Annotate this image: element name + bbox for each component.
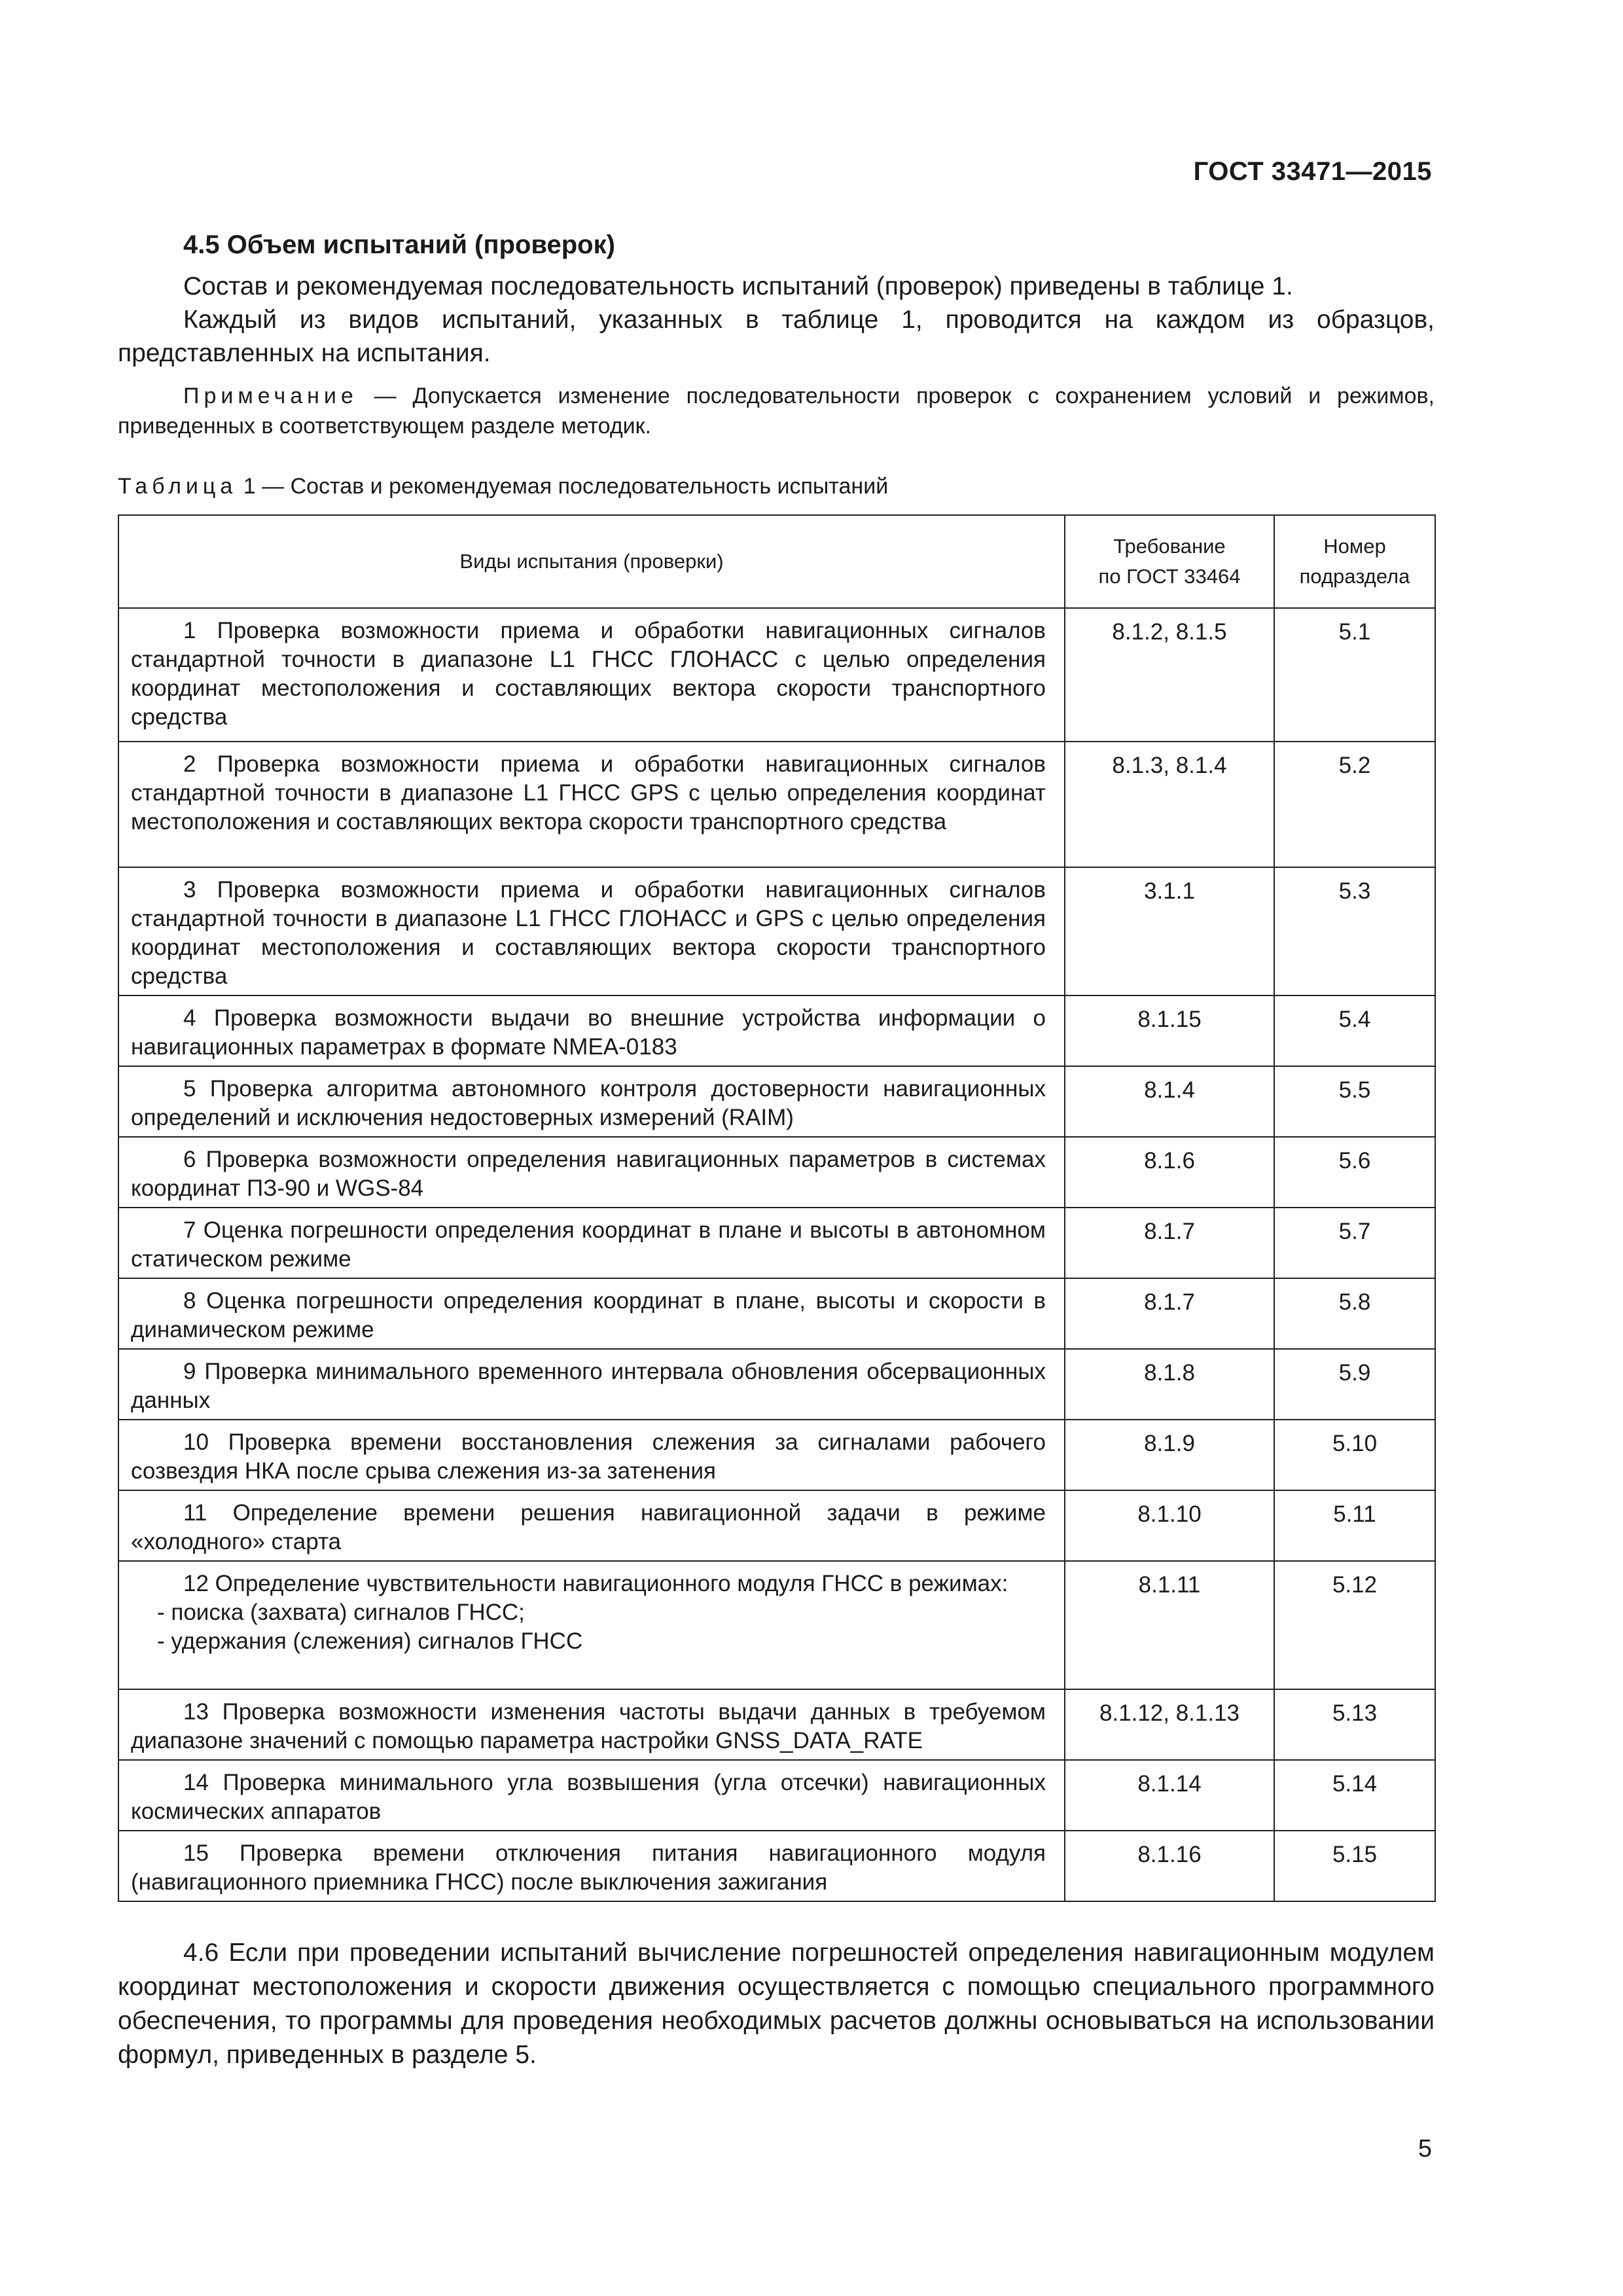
subsection-cell: 5.11 [1274, 1490, 1435, 1561]
paragraph-4-6: 4.6 Если при проведении испытаний вычисление погрешностей определения навигационным модулем координат местоположения и скорости движения осуществляется с помощью специального программного обеспечения, то программы для проведения необходимых расчетов должны основываться на использовании формул, приведенных в разделе 5. [118, 1939, 1435, 2069]
test-name-cell [118, 1349, 1065, 1420]
test-name-cell [118, 608, 1065, 742]
requirement-cell: 3.1.1 [1065, 867, 1274, 996]
subsection-cell: 5.13 [1274, 1689, 1435, 1760]
table-header-row [118, 515, 1435, 608]
section-intro [118, 270, 1435, 370]
test-name: 13 Проверка возможности изменения частоты выдачи данных в требуемом диапазоне значений с помощью параметра настройки GNSS_DATA_RATE [131, 1699, 1046, 1753]
header-requirement [1065, 515, 1274, 608]
document-code: ГОСТ 33471—2015 [1193, 157, 1432, 186]
table-row [118, 1420, 1435, 1490]
note [118, 381, 1435, 441]
test-name-cell [118, 1066, 1065, 1137]
header-subsection [1274, 515, 1435, 608]
subsection-cell: 5.7 [1274, 1208, 1435, 1278]
subsection-cell: 5.6 [1274, 1137, 1435, 1208]
test-name-cell [118, 1490, 1065, 1561]
table-row [118, 742, 1435, 867]
header-requirement-line1: Требование [1113, 535, 1226, 558]
requirement-cell: 8.1.14 [1065, 1760, 1274, 1831]
requirement-cell: 8.1.4 [1065, 1066, 1274, 1137]
test-name-cell [118, 1561, 1065, 1689]
header-test-type: Виды испытания (проверки) [118, 515, 1065, 608]
table-row [118, 1066, 1435, 1137]
requirement-cell: 8.1.11 [1065, 1561, 1274, 1689]
test-name-cell [118, 1831, 1065, 1901]
test-name: 10 Проверка времени восстановления слежения за сигналами рабочего созвездия НКА после срыва слежения из-за затенения [131, 1429, 1046, 1484]
table-row [118, 1760, 1435, 1831]
test-name-cell [118, 1420, 1065, 1490]
table-row [118, 1278, 1435, 1349]
requirement-cell: 8.1.15 [1065, 996, 1274, 1066]
requirement-cell: 8.1.3, 8.1.4 [1065, 742, 1274, 867]
test-name: 14 Проверка минимального угла возвышения (угла отсечки) навигационных космических аппаратов [131, 1770, 1046, 1824]
requirement-cell: 8.1.6 [1065, 1137, 1274, 1208]
requirement-cell: 8.1.10 [1065, 1490, 1274, 1561]
test-sub-item: - удержания (слежения) сигналов ГНСС [157, 1628, 583, 1654]
table-caption-label: Таблица [118, 474, 238, 499]
table-row [118, 1349, 1435, 1420]
test-name: 11 Определение времени решения навигационной задачи в режиме «холодного» старта [131, 1500, 1046, 1554]
subsection-cell: 5.1 [1274, 608, 1435, 742]
table-row [118, 1137, 1435, 1208]
test-name: 12 Определение чувствительности навигационного модуля ГНСС в режимах: [183, 1571, 1008, 1596]
header-subsection-line2: подраздела [1299, 565, 1410, 588]
subsection-cell: 5.2 [1274, 742, 1435, 867]
subsection-cell: 5.14 [1274, 1760, 1435, 1831]
table-row [118, 1208, 1435, 1278]
table-row [118, 1689, 1435, 1760]
test-name: 7 Оценка погрешности определения координат в плане и высоты в автономном статическом режиме [131, 1217, 1046, 1272]
table-row [118, 1490, 1435, 1561]
subsection-cell: 5.12 [1274, 1561, 1435, 1689]
test-name-cell [118, 1137, 1065, 1208]
test-name: 15 Проверка времени отключения питания навигационного модуля (навигационного приемника ГНСС) после выключения зажигания [131, 1840, 1046, 1895]
requirement-cell: 8.1.7 [1065, 1208, 1274, 1278]
note-label: Примечание [183, 384, 358, 408]
subsection-cell: 5.9 [1274, 1349, 1435, 1420]
test-name: 6 Проверка возможности определения навигационных параметров в системах координат ПЗ-90 и WGS-84 [131, 1147, 1046, 1201]
subsection-cell: 5.3 [1274, 867, 1435, 996]
test-name: 1 Проверка возможности приема и обработки навигационных сигналов стандартной точности в диапазоне L1 ГНСС ГЛОНАСС с целью определения координат местоположения и составляющих вектора скорости транспортного средства [131, 618, 1046, 730]
subsection-cell: 5.8 [1274, 1278, 1435, 1349]
note-text: — Допускается изменение последовательности проверок с сохранением условий и режимов, приведенных в соответствующем разделе методик. [118, 384, 1435, 439]
page-number: 5 [1418, 2135, 1432, 2162]
table-caption-text: 1 — Состав и рекомендуемая последовательность испытаний [243, 474, 889, 499]
subsection-cell: 5.4 [1274, 996, 1435, 1066]
requirement-cell: 8.1.7 [1065, 1278, 1274, 1349]
tests-table [118, 514, 1436, 1902]
table-row [118, 867, 1435, 996]
requirement-cell: 8.1.8 [1065, 1349, 1274, 1420]
requirement-cell: 8.1.12, 8.1.13 [1065, 1689, 1274, 1760]
subsection-cell: 5.10 [1274, 1420, 1435, 1490]
table-caption [118, 471, 888, 501]
test-name-cell [118, 1208, 1065, 1278]
table-row [118, 1831, 1435, 1901]
requirement-cell: 8.1.9 [1065, 1420, 1274, 1490]
test-name: 8 Оценка погрешности определения координат в плане, высоты и скорости в динамическом режиме [131, 1288, 1046, 1342]
table-row [118, 996, 1435, 1066]
test-name-cell [118, 742, 1065, 867]
table-row [118, 1561, 1435, 1689]
test-name: 4 Проверка возможности выдачи во внешние устройства информации о навигационных параметрах в формате NMEA-0183 [131, 1005, 1046, 1060]
requirement-cell: 8.1.2, 8.1.5 [1065, 608, 1274, 742]
test-name: 2 Проверка возможности приема и обработки навигационных сигналов стандартной точности в диапазоне L1 ГНСС GPS с целью определения координат местоположения и составляющих вектора скорости транспортного средства [131, 751, 1046, 834]
test-name-cell [118, 1689, 1065, 1760]
subsection-cell: 5.15 [1274, 1831, 1435, 1901]
paragraph-samples: Каждый из видов испытаний, указанных в таблице 1, проводится на каждом из образцов, представленных на испытания. [118, 306, 1435, 367]
table-row [118, 608, 1435, 742]
requirement-cell: 8.1.16 [1065, 1831, 1274, 1901]
header-requirement-line2: по ГОСТ 33464 [1098, 565, 1241, 588]
section-title: 4.5 Объем испытаний (проверок) [183, 230, 615, 259]
header-subsection-line1: Номер [1323, 535, 1386, 558]
test-sub-item: - поиска (захвата) сигналов ГНСС; [157, 1600, 525, 1625]
test-name-cell [118, 1278, 1065, 1349]
test-name-cell [118, 867, 1065, 996]
subsection-cell: 5.5 [1274, 1066, 1435, 1137]
test-name-cell [118, 1760, 1065, 1831]
test-name: 5 Проверка алгоритма автономного контроля достоверности навигационных определений и исключения недостоверных измерений (RAIM) [131, 1076, 1046, 1130]
paragraph-composition: Состав и рекомендуемая последовательность испытаний (проверок) приведены в таблице 1. [183, 272, 1293, 300]
test-name: 9 Проверка минимального временного интервала обновления обсервационных данных [131, 1359, 1046, 1413]
test-name-cell [118, 996, 1065, 1066]
test-name: 3 Проверка возможности приема и обработки навигационных сигналов стандартной точности в диапазоне L1 ГНСС ГЛОНАСС и GPS с целью определения координат местоположения и составляющих вектора скорости транспортного средства [131, 877, 1046, 989]
